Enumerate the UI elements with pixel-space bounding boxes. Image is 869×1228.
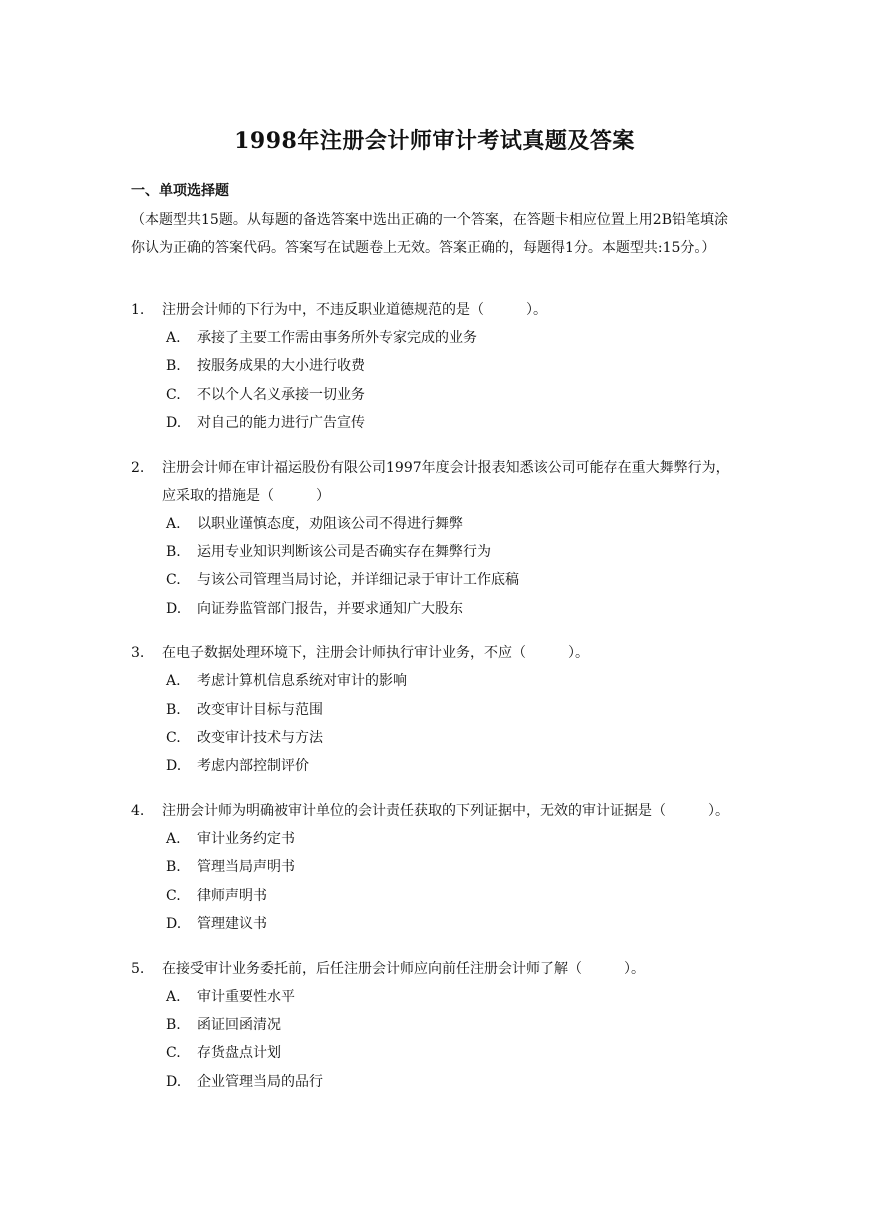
option-text: 存货盘点计划 xyxy=(197,1045,281,1062)
option-b xyxy=(166,696,731,724)
question-number: 5. xyxy=(131,960,145,977)
option-letter: D. xyxy=(166,600,182,617)
option-b xyxy=(166,853,731,881)
option-text: 运用专业知识判断该公司是否确实存在舞弊行为 xyxy=(197,544,491,561)
section-instructions: （本题型共15题。从每题的备选答案中选出正确的一个答案，在答题卡相应位置上用2B铅笔填涂你认为正确的答案代码。答案写在试题卷上无效。答案正确的，每题得1分。本题型共:15分。） xyxy=(131,212,729,256)
option-letter: C. xyxy=(166,1045,181,1062)
question-4 xyxy=(131,797,731,939)
option-letter: B. xyxy=(166,701,181,718)
question-text: 注册会计师的下行为中，不违反职业道德规范的是（ ）。 xyxy=(162,302,547,318)
option-letter: D. xyxy=(166,415,182,432)
question-number: 2. xyxy=(131,459,145,476)
option-letter: C. xyxy=(166,386,181,403)
option-text: 审计重要性水平 xyxy=(197,988,295,1005)
option-b xyxy=(166,538,731,566)
question-text: 注册会计师在审计福运股份有限公司1997年度会计报表知悉该公司可能存在重大舞弊行为，应采取的措施是（ ） xyxy=(162,459,730,504)
option-text: 管理建议书 xyxy=(197,916,267,933)
option-text: 以职业谨慎态度，劝阻该公司不得进行舞弊 xyxy=(197,515,463,532)
option-letter: D. xyxy=(166,916,182,933)
section-heading: 一、单项选择题 xyxy=(131,183,229,199)
option-text: 向证券监管部门报告，并要求通知广大股东 xyxy=(197,600,463,617)
question-2 xyxy=(131,454,731,624)
option-letter: A. xyxy=(166,330,181,346)
option-c xyxy=(166,381,731,409)
option-letter: B. xyxy=(166,358,181,375)
option-list xyxy=(166,983,731,1097)
option-text: 考虑计算机信息系统对审计的影响 xyxy=(197,673,407,690)
option-text: 管理当局声明书 xyxy=(197,859,295,876)
option-list xyxy=(166,825,731,939)
option-a xyxy=(166,983,731,1011)
option-letter: A. xyxy=(166,830,181,847)
option-d xyxy=(166,595,731,623)
option-text: 与该公司管理当局讨论，并详细记录于审计工作底稿 xyxy=(197,572,519,589)
question-text: 注册会计师为明确被审计单位的会计责任获取的下列证据中，无效的审计证据是（ ）。 xyxy=(162,802,729,819)
question-1 xyxy=(131,296,731,438)
option-text: 考虑内部控制评价 xyxy=(197,758,309,775)
question-text: 在接受审计业务委托前，后任注册会计师应向前任注册会计师了解（ ）。 xyxy=(162,960,645,977)
option-letter: C. xyxy=(166,572,181,589)
option-d xyxy=(166,1068,731,1096)
option-a xyxy=(166,510,731,538)
option-a xyxy=(166,825,731,853)
option-letter: B. xyxy=(166,544,181,561)
option-c xyxy=(166,566,731,594)
option-a xyxy=(166,324,731,352)
question-text: 在电子数据处理环境下，注册会计师执行审计业务，不应（ ）。 xyxy=(162,645,589,662)
option-list xyxy=(166,667,731,781)
document-title: 1998年注册会计师审计考试真题及答案 xyxy=(234,128,635,154)
option-letter: A. xyxy=(166,673,181,690)
option-letter: D. xyxy=(166,758,182,775)
option-letter: D. xyxy=(166,1073,182,1090)
option-letter: B. xyxy=(166,1016,181,1033)
option-text: 按服务成果的大小进行收费 xyxy=(197,358,365,375)
option-letter: A. xyxy=(166,988,181,1005)
option-d xyxy=(166,409,731,437)
question-3 xyxy=(131,639,731,781)
option-text: 审计业务约定书 xyxy=(197,830,295,847)
question-number: 4. xyxy=(131,802,145,819)
option-letter: C. xyxy=(166,887,181,904)
option-b xyxy=(166,352,731,380)
option-text: 律师声明书 xyxy=(197,887,267,904)
option-text: 函证回函清况 xyxy=(197,1016,281,1033)
option-text: 不以个人名义承接一切业务 xyxy=(197,386,365,403)
option-list xyxy=(166,510,731,624)
option-letter: A. xyxy=(166,515,181,532)
option-text: 改变审计目标与范围 xyxy=(197,701,323,718)
option-text: 对自己的能力进行广告宣传 xyxy=(197,415,365,432)
question-number: 3. xyxy=(131,645,145,662)
option-c xyxy=(166,882,731,910)
option-letter: C. xyxy=(166,730,181,747)
option-b xyxy=(166,1011,731,1039)
option-d xyxy=(166,752,731,780)
option-d xyxy=(166,910,731,938)
question-5 xyxy=(131,955,731,1097)
question-list xyxy=(131,296,731,1112)
question-number: 1. xyxy=(131,302,145,318)
option-text: 承接了主要工作需由事务所外专家完成的业务 xyxy=(197,330,477,346)
option-list xyxy=(166,324,731,438)
option-text: 企业管理当局的品行 xyxy=(197,1073,323,1090)
option-a xyxy=(166,667,731,695)
option-text: 改变审计技术与方法 xyxy=(197,730,323,747)
option-c xyxy=(166,1039,731,1067)
option-c xyxy=(166,724,731,752)
option-letter: B. xyxy=(166,859,181,876)
